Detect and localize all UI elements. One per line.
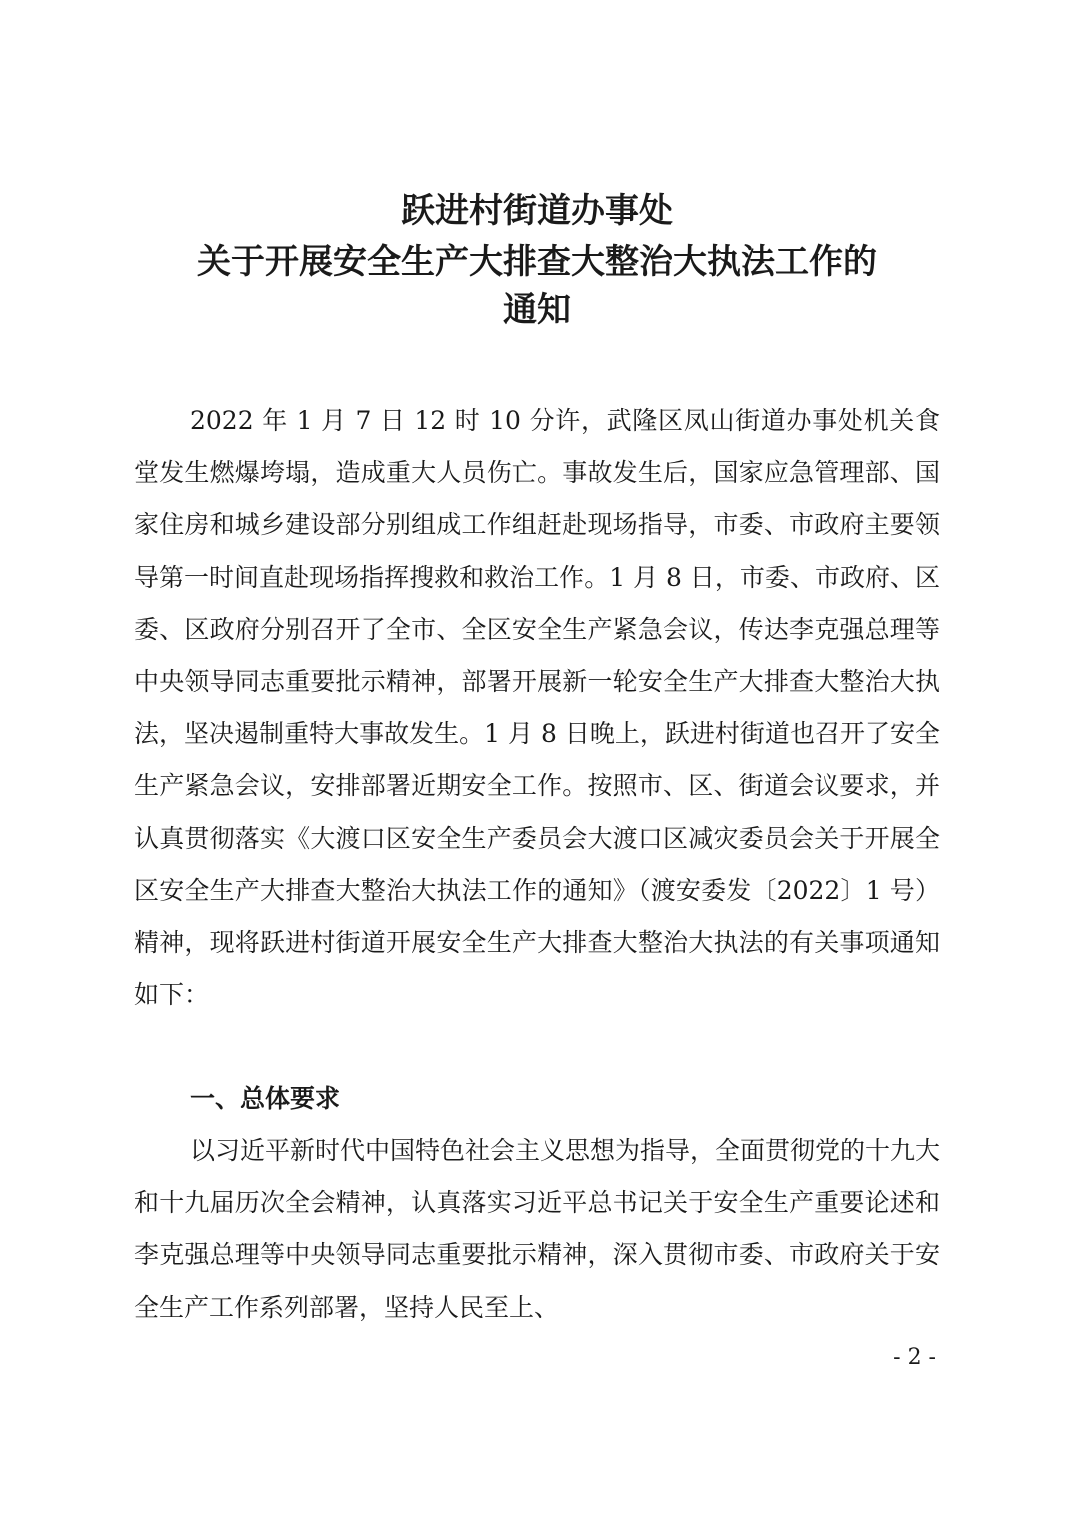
section-heading-general-requirements: 一、总体要求: [190, 1084, 341, 1113]
document-title-line-3: 通知: [503, 290, 571, 330]
general-requirements-paragraph: 以习近平新时代中国特色社会主义思想为指导，全面贯彻党的十九大和十九届历次全会精神，认真落实习近平总书记关于安全生产重要论述和李克强总理等中央领导同志重要批示精神，深入贯彻市委、市政府关于安全生产工作系列部署，坚持人民至上、: [134, 1136, 941, 1322]
page-number: - 2 -: [893, 1345, 936, 1370]
document-title-line-2: 关于开展安全生产大排查大整治大执法工作的: [197, 242, 877, 282]
intro-paragraph: 2022 年 1 月 7 日 12 时 10 分许，武隆区凤山街道办事处机关食堂发生燃爆垮塌，造成重大人员伤亡。事故发生后，国家应急管理部、国家住房和城乡建设部分别组成工作组赶赴现场指导，市委、市政府主要领导第一时间直赴现场指挥搜救和救治工作。1 月 8 日，市委、市政府、区委、区政府分别召开了全市、全区安全生产紧急会议，传达李克强总理等中央领导同志重要批示精神，部署开展新一轮安全生产大排查大整治大执法，坚决遏制重特大事故发生。1 月 8 日晚上，跃进村街道也召开了安全生产紧急会议，安排部署近期安全工作。按照市、区、街道会议要求，并认真贯彻落实《大渡口区安全生产委员会大渡口区减灾委员会关于开展全区安全生产大排查大整治大执法工作的通知》（渡安委发〔2022〕1 号）精神，现将跃进村街道开展安全生产大排查大整治大执法的有关事项通知如下：: [134, 406, 940, 1010]
document-title-line-1: 跃进村街道办事处: [401, 191, 673, 231]
